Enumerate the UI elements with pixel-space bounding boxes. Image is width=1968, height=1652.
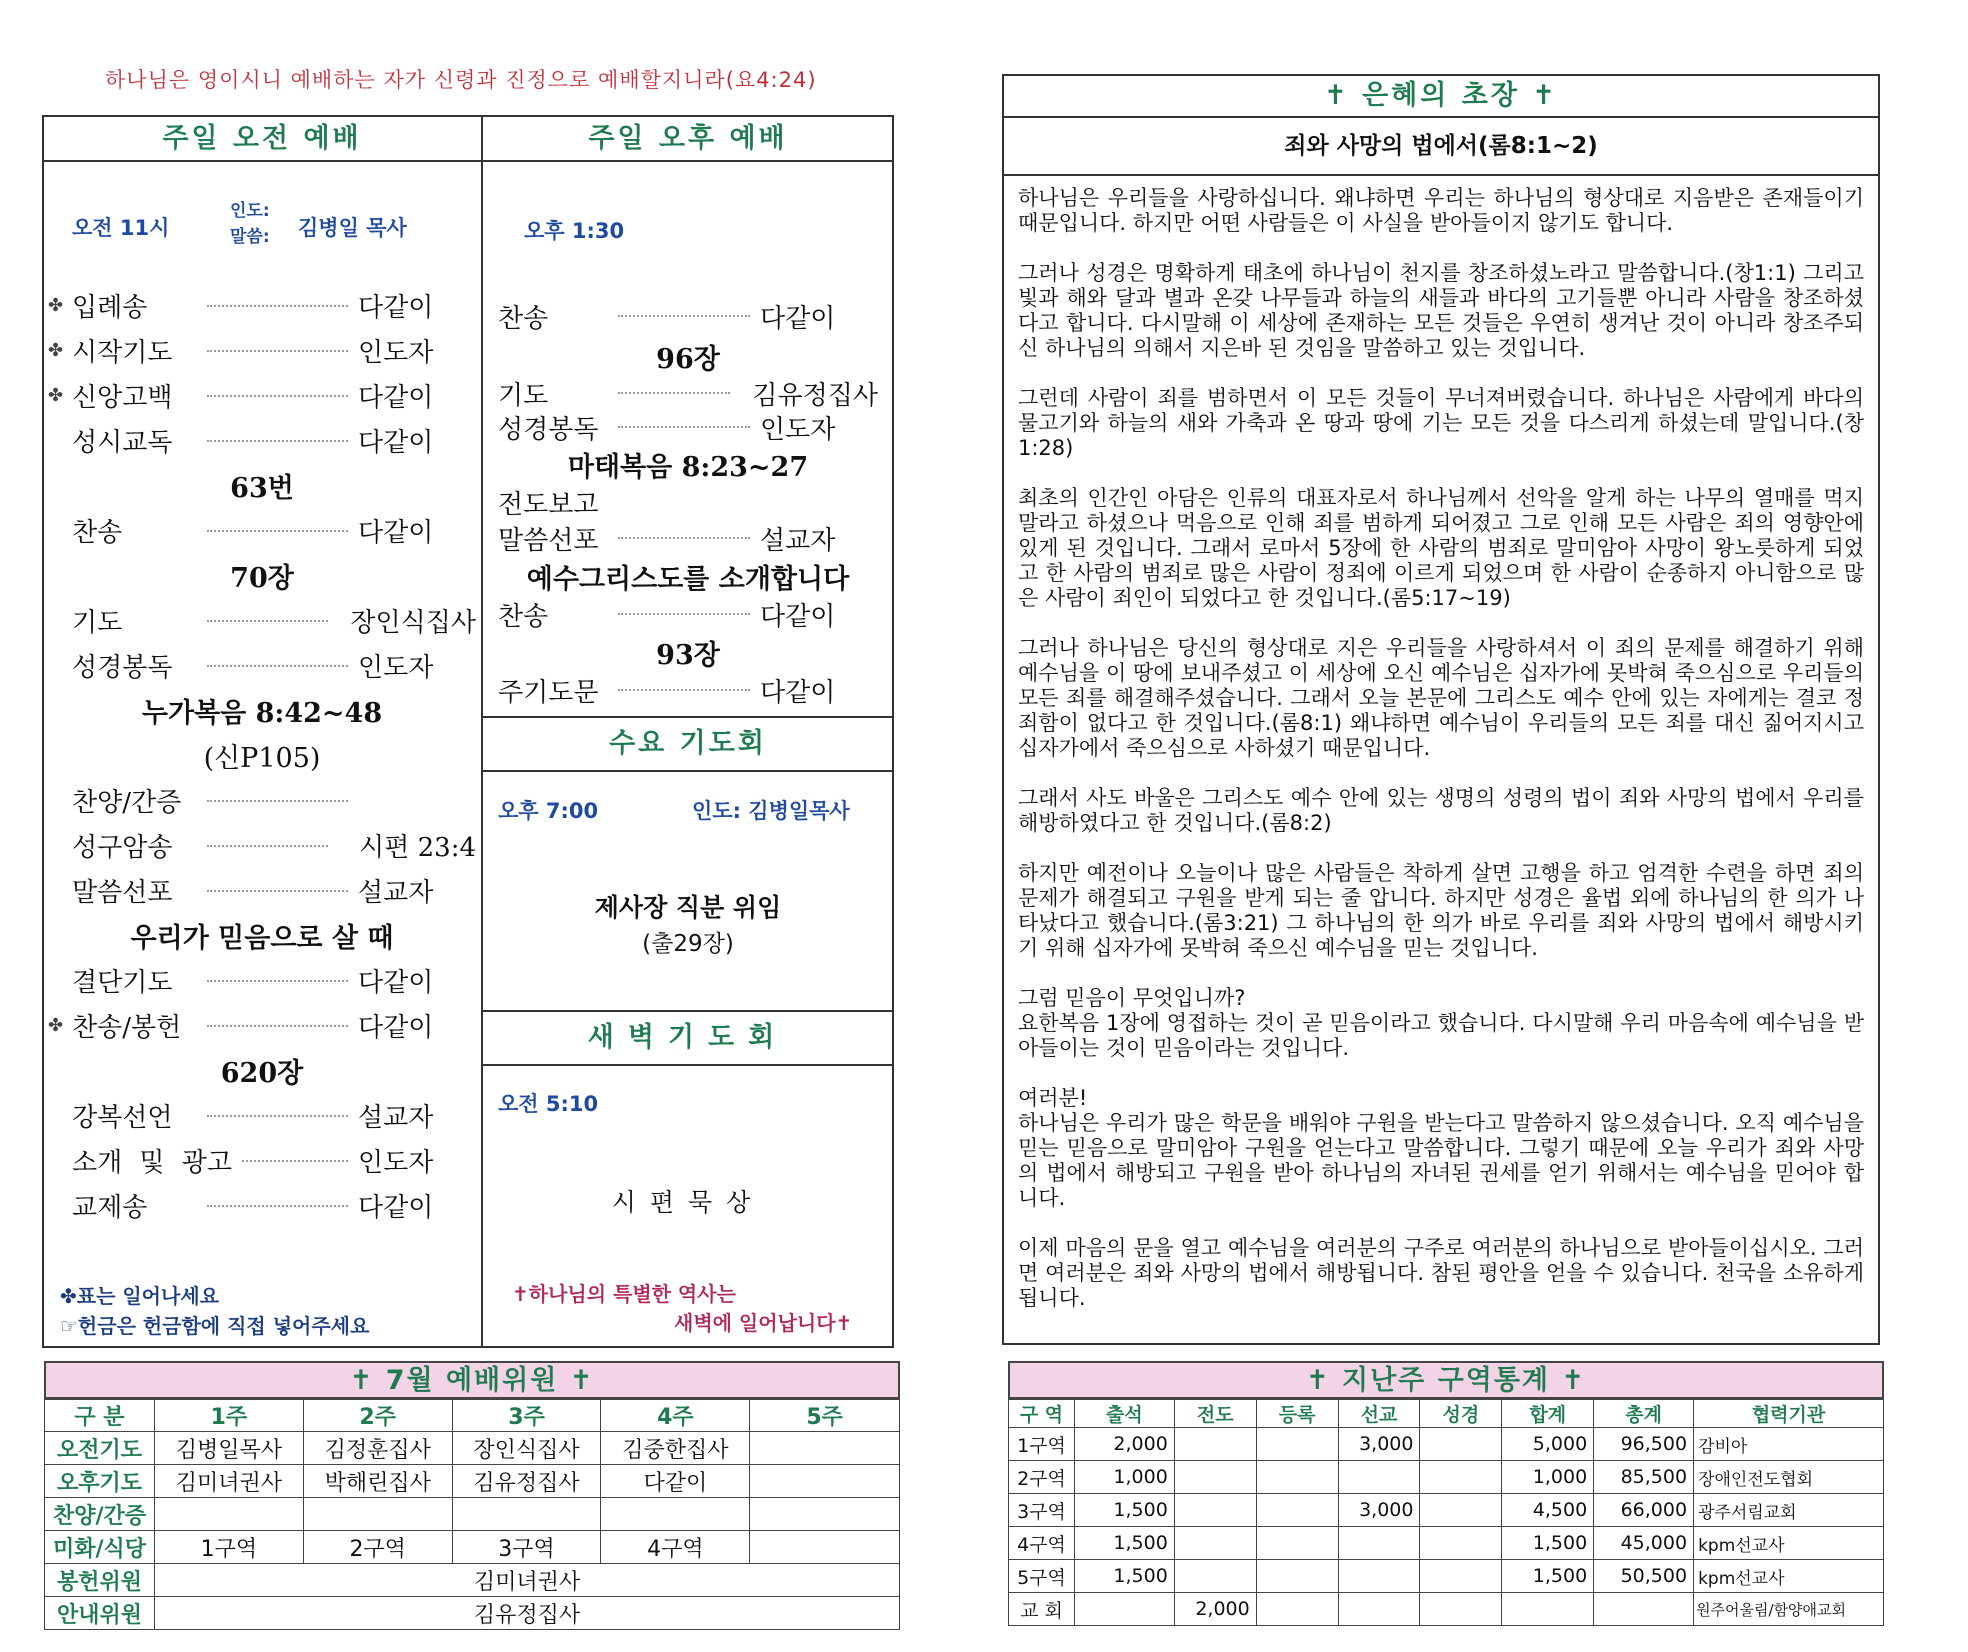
col-header: 4주	[601, 1400, 750, 1432]
order-row-fellowship-song: 교제송 다같이	[72, 1193, 434, 1223]
district-stats-table	[1008, 1399, 1884, 1626]
order-row-creed: ✤ 신앙고백 다같이	[48, 383, 434, 413]
dawn-title: 새벽기도회	[587, 1022, 789, 1053]
scripture-page: (신P105)	[203, 743, 321, 774]
afternoon-title: 주일 오후 예배	[588, 123, 788, 154]
reading-number: 63번	[230, 473, 294, 504]
order-row-announcements: 소개 및 광고 인도자	[72, 1148, 434, 1178]
district-stats-title: ✝ 지난주 구역통계 ✝	[1008, 1361, 1884, 1399]
order-row-entrance: ✤ 입례송 다같이	[48, 293, 434, 323]
order-row-praise: 찬양/간증	[48, 778, 476, 823]
col-header: 3주	[452, 1400, 601, 1432]
morning-leader: 김병일 목사	[298, 216, 407, 240]
table-row: 3구역 1,500 3,000 4,500 66,000 광주서림교회	[1009, 1494, 1884, 1527]
sermon-paragraph: 여러분! 하나님은 우리가 많은 학문을 배워야 구원을 받는다고 말씀하지 않으셨습니다. 오직 예수님을 믿는 믿음으로 말미암아 구원을 얻는다고 말씀합니다. 그렇기 때문에 오늘 우리가 죄와 사망의 법에서 해방되고 구원을 받아 하나님의 자녀된 권세를 얻기 위해서는 예수님을 믿어야 합니다.	[1018, 1086, 1864, 1210]
table-row: 오후기도 김미녀권사 박해린집사 김유정집사 다같이	[45, 1465, 900, 1498]
afternoon-order	[498, 296, 878, 708]
pm-row-evangelism: 전도보고	[498, 489, 599, 520]
col-header: 1주	[154, 1400, 303, 1432]
table-row: 2구역 1,000 1,000 85,500 장애인전도협회	[1009, 1461, 1884, 1494]
sermon-paragraph: 그러나 성경은 명확하게 태초에 하나님이 천지를 창조하셨노라고 말씀합니다.(창1:1) 그리고 빛과 해와 달과 별과 온갖 나무들과 하늘의 새들과 바다의 고기들뿐 아니라 사람을 창조하셨다고 합니다. 다시말해 이 세상에 존재하는 모든 것들은 우연히 생겨난 것이 아니라 창조주되신 하나님의 의해서 지은바 된 것임을 말씀하고 있는 것입니다.	[1018, 261, 1864, 360]
col-header: 구 분	[45, 1400, 155, 1432]
order-row-decision-prayer: 결단기도 다같이	[72, 968, 434, 998]
sermon-paragraph: 그러나 하나님은 당신의 형상대로 지은 우리들을 사랑하셔서 이 죄의 문제를 해결하기 위해 예수님을 이 땅에 보내주셨고 이 세상에 오신 예수님은 십자가에 못박혀 죽으심으로 우리들의 모든 죄를 해결해주셨습니다. 그래서 오늘 본문에 그리스도 예수 안에 있는 자에게는 결코 정죄함이 없다고 한 것입니다.(롬8:1) 왜냐하면 예수님이 우리들의 모든 죄를 대신 짊어지시고 십자가에서 죽으심으로 사하셨기 때문입니다.	[1018, 636, 1864, 760]
order-row-hymn: 찬송 다같이	[72, 518, 434, 548]
sermon-paragraph: 이제 마음의 문을 열고 예수님을 여러분의 구주로 여러분의 하나님으로 받아들이십시오. 그러면 여러분은 죄와 사망의 법에서 해방됩니다. 참된 평안을 얻을 수 있습니다. 천국을 소유하게 됩니다.	[1018, 1236, 1864, 1310]
wednesday-leader: 인도: 김병일목사	[692, 799, 850, 823]
morning-lead-labels: 인도: 말씀:	[230, 201, 270, 247]
table-row: 미화/식당 1구역 2구역 3구역 4구역	[45, 1531, 900, 1564]
morning-title: 주일 오전 예배	[162, 123, 362, 154]
pm-row-prayer: 기도 김유정집사	[498, 380, 878, 411]
july-volunteers-title: ✝ 7월 예배위원 ✝	[44, 1361, 900, 1399]
sermon-title: 죄와 사망의 법에서(롬8:1~2)	[1284, 133, 1598, 159]
sermon-paragraph: 그래서 사도 바울은 그리스도 예수 안에 있는 생명의 성령의 법이 죄와 사망의 법에서 우리를 해방하였다고 한 것입니다.(롬8:2)	[1018, 786, 1864, 835]
pm-row-scripture: 성경봉독 인도자	[498, 414, 836, 445]
stand-note: ✤표는 일어나세요	[60, 1284, 219, 1308]
sermon-paragraph: 하나님은 우리들을 사랑하십니다. 왜냐하면 우리는 하나님의 형상대로 지음받은 존재들이기 때문입니다. 하지만 어떤 사람들은 이 사실을 받아들이지 않기도 합니다.	[1018, 186, 1864, 235]
offering-note: ☞헌금은 헌금함에 직접 넣어주세요	[60, 1314, 370, 1338]
table-row: 찬양/간증	[45, 1498, 900, 1531]
wednesday-time: 오후 7:00	[498, 799, 599, 823]
sermon-title-divider	[1002, 174, 1880, 176]
table-row: 교 회 2,000 원주어울림/함양애교회	[1009, 1593, 1884, 1626]
offering-hymn-number: 620장	[220, 1058, 304, 1089]
morning-sermon-title: 우리가 믿음으로 살 때	[130, 923, 394, 954]
pm-hymn-number: 96장	[656, 343, 720, 375]
sermon-paragraph: 하지만 예전이나 오늘이나 많은 사람들은 착하게 살면 고행을 하고 엄격한 수련을 하면 죄의 문제가 해결되고 구원을 받게 되는 줄 압니다. 하지만 성경은 율법 외에 하나님의 한 의가 나타났다고 했습니다.(롬3:21) 그 하나님의 한 의가 바로 우리를 죄와 사망의 법에서 해방시키기 위해 십자가에 못박혀 죽으신 예수님을 믿는 것입니다.	[1018, 861, 1864, 960]
sermon-paragraph: 그런데 사람이 죄를 범하면서 이 모든 것들이 무너져버렸습니다. 하나님은 사람에게 바다의 물고기와 하늘의 새와 가축과 온 땅과 땅에 기는 모든 것을 다스리게 하셨는데 말입니다.(창1:28)	[1018, 386, 1864, 460]
july-header-row	[45, 1400, 900, 1432]
grace-title: ✝ 은혜의 초장 ✝	[1324, 80, 1558, 111]
sermon-paragraph: 최초의 인간인 아담은 인류의 대표자로서 하나님께서 선악을 알게 하는 나무의 열매를 먹지 말라고 하셨으나 먹음으로 인해 죄를 범하게 되어졌고 그로 인해 모든 사람은 죄의 영향안에 있게 된 것입니다. 그래서 로마서 5장에 한 사람의 범죄로 말미암아 사망이 왕노릇하게 되었고 한 사람의 범죄로 많은 사람이 정죄에 이르게 되었으며 한 사람이 순종하지 아니함으로 많은 사람이 죄인이 되었다고 한 것입니다.(롬5:17~19)	[1018, 486, 1864, 610]
afternoon-time: 오후 1:30	[524, 219, 625, 243]
order-row-offering: ✤ 찬송/봉헌 다같이	[48, 1013, 434, 1043]
col-header: 5주	[750, 1400, 900, 1432]
wednesday-topic: 제사장 직분 위임	[594, 893, 782, 922]
stats-header-row: 구 역 출석 전도 등록 선교 성경 합계 총계 협력기관	[1009, 1400, 1884, 1428]
order-row-opening-prayer: ✤ 시작기도 인도자	[48, 338, 434, 368]
order-row-memory-verse: 성구암송 시편 23:4	[72, 833, 476, 863]
wed-divider-bottom	[482, 770, 894, 772]
header-divider	[42, 160, 894, 162]
morning-order	[48, 283, 476, 1228]
pm-hymn2-number: 93장	[656, 639, 720, 671]
sermon-paragraph: 그럼 믿음이 무엇입니까? 요한복음 1장에 영접하는 것이 곧 믿음이라고 했습니다. 다시말해 우리 마음속에 예수님을 받아들이는 것이 믿음이라는 것입니다.	[1018, 986, 1864, 1060]
motto-verse: 하나님은 영이시니 예배하는 자가 신령과 진정으로 예배할지니라(요4:24)	[105, 68, 817, 92]
morning-time: 오전 11시	[72, 216, 170, 240]
order-row-benediction: 강복선언 설교자	[72, 1103, 434, 1133]
table-row: 오전기도 김병일목사 김정훈집사 장인식집사 김중한집사	[45, 1432, 900, 1465]
pm-row-hymn: 찬송 다같이	[498, 303, 836, 334]
pm-row-lords-prayer: 주기도문 다같이	[498, 677, 836, 708]
pm-scripture-reference: 마태복음 8:23~27	[567, 451, 809, 483]
dawn-note-2: 새벽에 일어납니다✝	[674, 1311, 853, 1335]
dawn-note-1: ✝하나님의 특별한 역사는	[512, 1282, 736, 1306]
hymn-number: 70장	[230, 563, 294, 594]
pm-sermon-title: 예수그리스도를 소개합니다	[526, 563, 850, 595]
order-row-scripture: 성경봉독 인도자	[72, 653, 434, 683]
wednesday-title: 수요 기도회	[609, 728, 767, 759]
order-row-prayer: 기도 장인식집사	[72, 608, 476, 638]
pm-row-hymn2: 찬송 다같이	[498, 601, 836, 632]
dawn-divider-bottom	[482, 1064, 894, 1066]
dawn-topic: 시편묵상	[611, 1188, 765, 1217]
table-row: 4구역 1,500 1,500 45,000 kpm선교사	[1009, 1527, 1884, 1560]
july-volunteers-table	[44, 1399, 900, 1630]
order-row-sermon: 말씀선포 설교자	[72, 878, 434, 908]
pm-row-sermon: 말씀선포 설교자	[498, 525, 836, 556]
table-row: 안내위원 김유정집사	[45, 1597, 900, 1630]
table-row: 5구역 1,500 1,500 50,500 kpm선교사	[1009, 1560, 1884, 1593]
order-row-responsive-reading: 성시교독 다같이	[72, 428, 434, 458]
table-row: 봉헌위원 김미녀권사	[45, 1564, 900, 1597]
dawn-time: 오전 5:10	[498, 1092, 599, 1116]
table-row: 1구역 2,000 3,000 5,000 96,500 감비아	[1009, 1428, 1884, 1461]
scripture-reference: 누가복음 8:42~48	[141, 698, 383, 729]
wednesday-reference: (출29장)	[642, 931, 734, 957]
sermon-text	[1018, 186, 1864, 1336]
col-header: 2주	[303, 1400, 452, 1432]
